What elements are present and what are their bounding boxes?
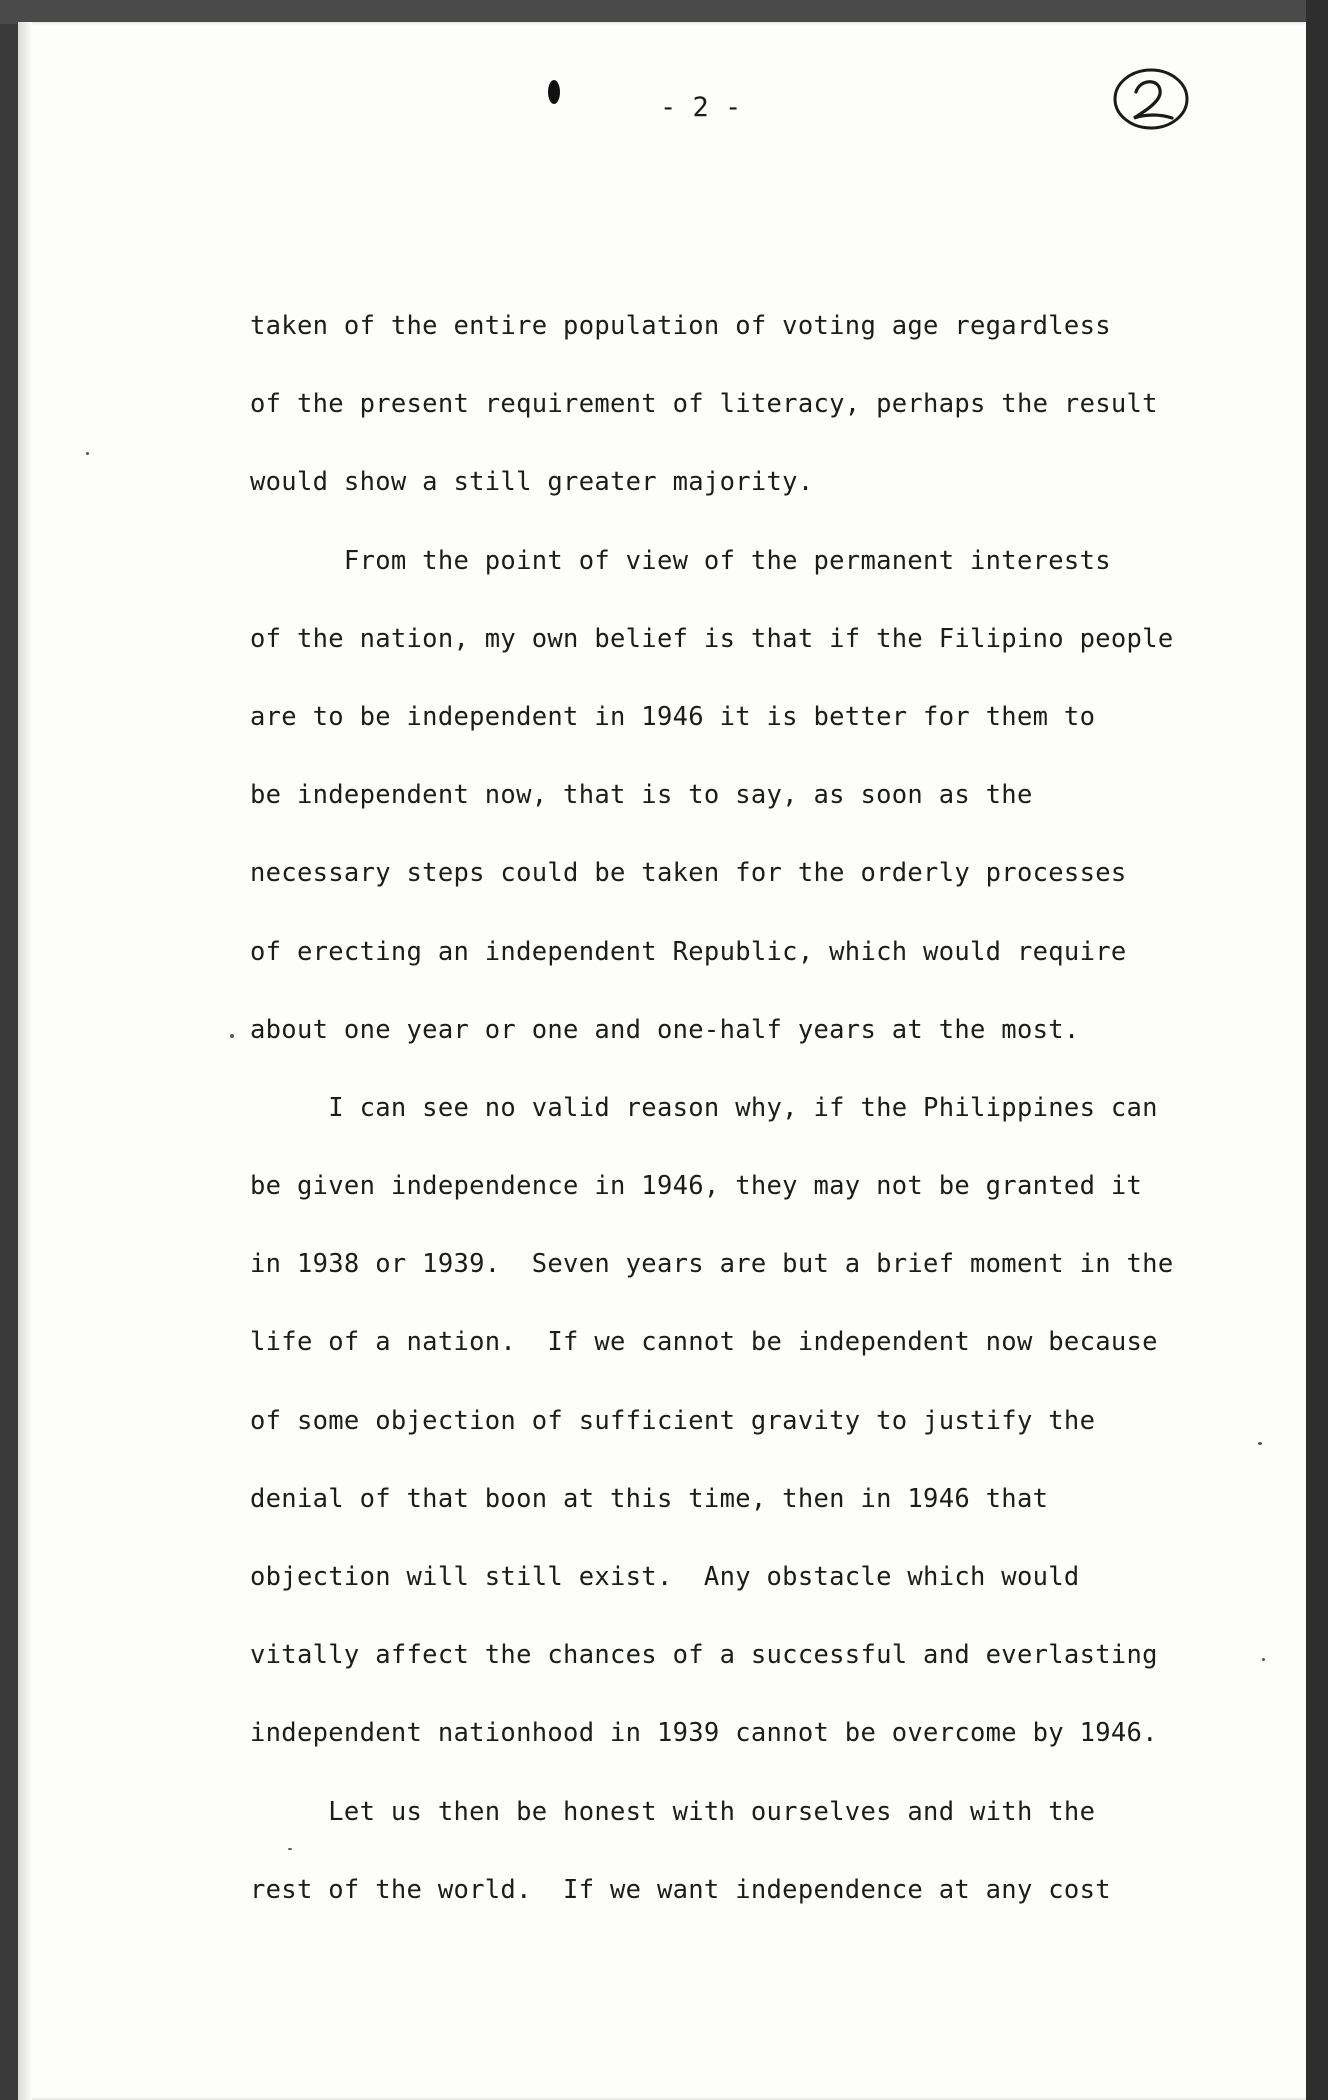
text-line: would show a still greater majority. bbox=[250, 467, 814, 498]
text-line: vitally affect the chances of a successful and everlasting bbox=[250, 1640, 1158, 1671]
handwritten-folio-number bbox=[1110, 64, 1192, 134]
text-line: objection will still exist. Any obstacle which would bbox=[250, 1562, 1080, 1592]
document-page bbox=[18, 22, 1306, 2100]
text-line: life of a nation. If we cannot be independent now because bbox=[250, 1327, 1158, 1358]
text-line: independent nationhood in 1939 cannot be overcome by 1946. bbox=[250, 1718, 1158, 1749]
text-line: necessary steps could be taken for the orderly processes bbox=[250, 858, 1127, 889]
text-line: of the present requirement of literacy, perhaps the result bbox=[250, 389, 1158, 420]
text-line: I can see no valid reason why, if the Philippines can bbox=[250, 1092, 1158, 1123]
text-line: Let us then be honest with ourselves and with the bbox=[250, 1796, 1096, 1827]
scan-top-border bbox=[0, 0, 1328, 24]
ink-blot-mark bbox=[548, 80, 560, 104]
text-line: taken of the entire population of voting age regardless bbox=[250, 311, 1111, 341]
page-number: - 2 - bbox=[660, 92, 742, 123]
text-line: about one year or one and one-half years at the most. bbox=[250, 1014, 1080, 1045]
text-line: From the point of view of the permanent interests bbox=[250, 545, 1111, 576]
typed-body-text bbox=[250, 300, 1210, 1942]
paper-speck bbox=[230, 1034, 234, 1038]
paper-speck bbox=[1262, 1658, 1265, 1661]
text-line: be given independence in 1946, they may not be granted it bbox=[250, 1171, 1143, 1202]
text-line: denial of that boon at this time, then in 1946 that bbox=[250, 1483, 1049, 1514]
text-line: be independent now, that is to say, as soon as the bbox=[250, 780, 1033, 811]
text-line: in 1938 or 1939. Seven years are but a brief moment in the bbox=[250, 1249, 1174, 1280]
text-line: of the nation, my own belief is that if the Filipino people bbox=[250, 623, 1174, 654]
text-line: of erecting an independent Republic, which would require bbox=[250, 936, 1127, 967]
paper-speck bbox=[288, 1848, 292, 1850]
scan-right-border bbox=[1306, 0, 1328, 2100]
page-binding-edge bbox=[18, 22, 32, 2100]
paper-speck bbox=[86, 452, 89, 455]
text-line: are to be independent in 1946 it is better for them to bbox=[250, 701, 1096, 732]
text-line: rest of the world. If we want independence at any cost bbox=[250, 1874, 1111, 1905]
text-line: of some objection of sufficient gravity to justify the bbox=[250, 1405, 1096, 1436]
paper-speck bbox=[1258, 1442, 1262, 1445]
